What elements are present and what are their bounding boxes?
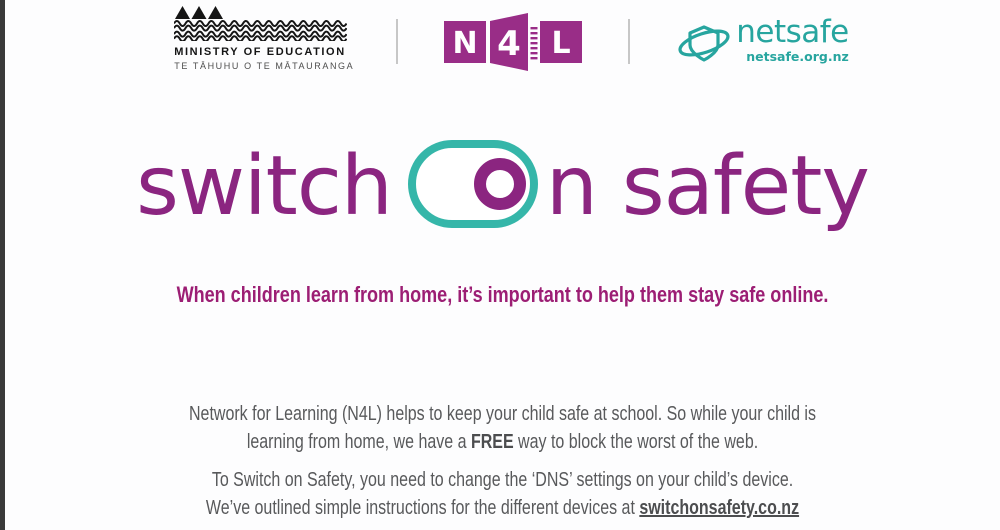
netsafe-url-text: netsafe.org.nz bbox=[746, 49, 849, 64]
n4l-letter-l: L bbox=[551, 26, 571, 61]
hero-text-switch: switch bbox=[136, 139, 392, 234]
instructions-line-1: To Switch on Safety, you need to change the ‘DNS’ settings on your child’s device. bbox=[211, 469, 794, 491]
subtitle-text: When children learn from home, it’s important to help them stay safe online. bbox=[176, 282, 829, 307]
intro-line-2-pre: learning from home, we have a bbox=[246, 431, 471, 453]
partner-logos-header bbox=[23, 0, 1000, 80]
intro-line-2-post: way to block the worst of the web. bbox=[513, 431, 759, 453]
switchonsafety-link[interactable]: switchonsafety.co.nz bbox=[639, 497, 800, 519]
intro-line-1: Network for Learning (N4L) helps to keep your child safe at school. So while your child is bbox=[189, 403, 816, 425]
instructions-line-2-pre: We’ve outlined simple instructions for the different devices at bbox=[205, 497, 640, 519]
header-divider bbox=[396, 19, 398, 64]
free-emphasis-text: FREE bbox=[470, 431, 514, 453]
intro-paragraph bbox=[105, 400, 901, 456]
instructions-line-2 bbox=[105, 494, 901, 522]
switch-on-safety-wordmark bbox=[5, 138, 1000, 238]
n4l-letter-n: N bbox=[452, 26, 478, 61]
intro-line-2 bbox=[105, 428, 901, 456]
netsafe-shield-icon bbox=[676, 17, 732, 67]
hero-text-n-safety: n safety bbox=[545, 139, 869, 234]
toggle-switch-icon bbox=[408, 140, 538, 228]
toggle-knob-o-icon bbox=[474, 158, 526, 210]
moe-maori-name-text: TE TĀHUHU O TE MĀTAURANGA bbox=[174, 61, 355, 71]
ministry-of-education-logo bbox=[174, 6, 355, 71]
netsafe-wordmark: netsafe bbox=[736, 14, 849, 50]
n4l-letter-4: 4 bbox=[497, 24, 522, 64]
screenshot-left-border bbox=[0, 0, 5, 530]
n4l-logo bbox=[444, 12, 582, 74]
header-divider bbox=[628, 19, 630, 64]
moe-name-text: MINISTRY OF EDUCATION bbox=[174, 46, 346, 58]
netsafe-logo bbox=[676, 14, 849, 67]
instructions-paragraph bbox=[105, 466, 901, 522]
moe-waves-icon bbox=[174, 20, 347, 41]
moe-mountains-icon bbox=[175, 6, 224, 19]
n4l-logo-icon bbox=[444, 12, 582, 74]
